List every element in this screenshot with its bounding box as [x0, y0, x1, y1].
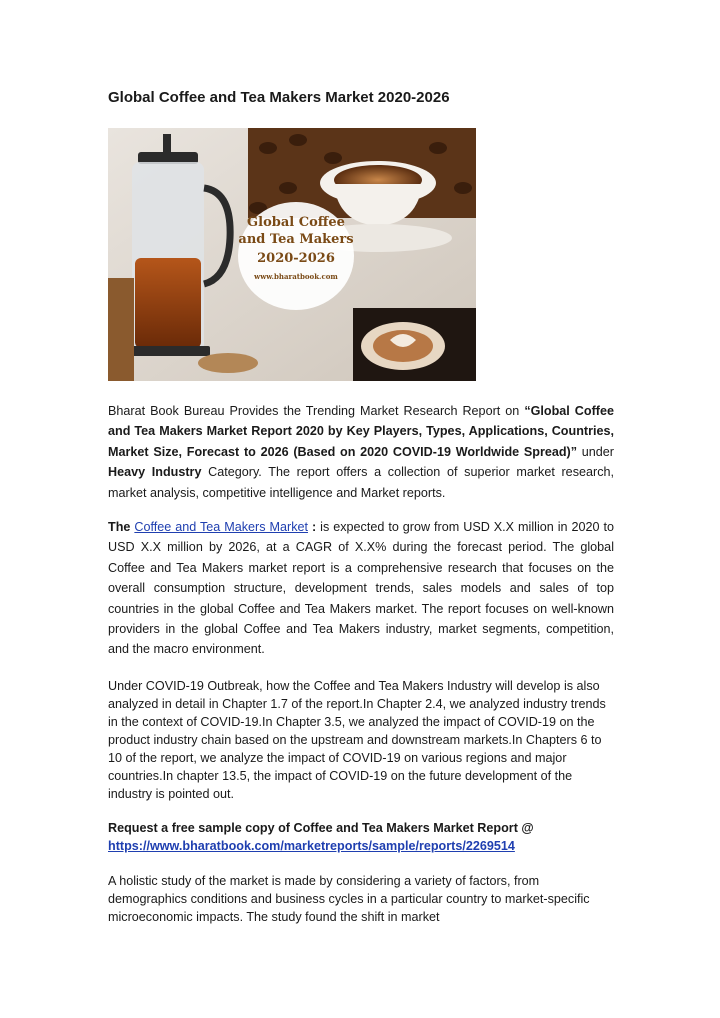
- market-paragraph: The Coffee and Tea Makers Market : is expected to grow from USD X.X million in 2020 to USD X.X million by 2026, at a CAGR of X.X% during the forecast period. The global Coffee and Tea Makers market report is a comprehensive research that focuses on the overall consumption structure, development trends, sales models and sales of top countries in the global Coffee and Tea Makers market. The report focuses on well-known providers in the global Coffee and Tea Makers industry, market segments, competition, and the macro environment.: [108, 520, 614, 657]
- covid-paragraph: Under COVID-19 Outbreak, how the Coffee and Tea Makers Industry will develop is also analyzed in detail in Chapter 1.7 of the report.In Chapter 2.4, we analyzed industry trends in the context of COVID-19.In Chapter 3.5, we analyzed the impact of COVID-19 on the product industry chain based on the upstream and downstream markets.In Chapters 6 to 10 of the report, we analyze the impact of COVID-19 on various regions and major countries.In chapter 13.5, the impact of COVID-19 on the future development of the industry is pointed out.: [108, 679, 606, 801]
- hero-image: [108, 128, 476, 381]
- hero-overlay-url: www.bharatbook.com: [254, 272, 338, 281]
- hero-overlay-line-1: Global Coffee: [247, 215, 345, 230]
- sample-request-link[interactable]: https://www.bharatbook.com/marketreports/sample/reports/2269514: [108, 839, 515, 853]
- market-link[interactable]: Coffee and Tea Makers Market: [134, 520, 309, 534]
- page-title: Global Coffee and Tea Makers Market 2020-2026: [108, 89, 450, 106]
- sample-request-heading: Request a free sample copy of Coffee and Tea Makers Market Report @: [108, 821, 534, 835]
- hero-overlay-line-2: and Tea Makers: [238, 232, 354, 247]
- holistic-paragraph: A holistic study of the market is made by considering a variety of factors, from demographics conditions and business cycles in a particular country to market-specific microeconomic impacts. The study found the shift in market: [108, 874, 590, 924]
- hero-overlay-line-3: 2020-2026: [257, 251, 335, 266]
- intro-paragraph: Bharat Book Bureau Provides the Trending Market Research Report on “Global Coffee and Tea Makers Market Report 2020 by Key Players, Types, Applications, Countries, Market Size, Forecast to 2026 (Based on 2020 COVID-19 Worldwide Spread)” under Heavy Industry Category. The report offers a collection of superior market research, market analysis, competitive intelligence and Market reports.: [108, 404, 614, 500]
- sample-request: [108, 819, 614, 855]
